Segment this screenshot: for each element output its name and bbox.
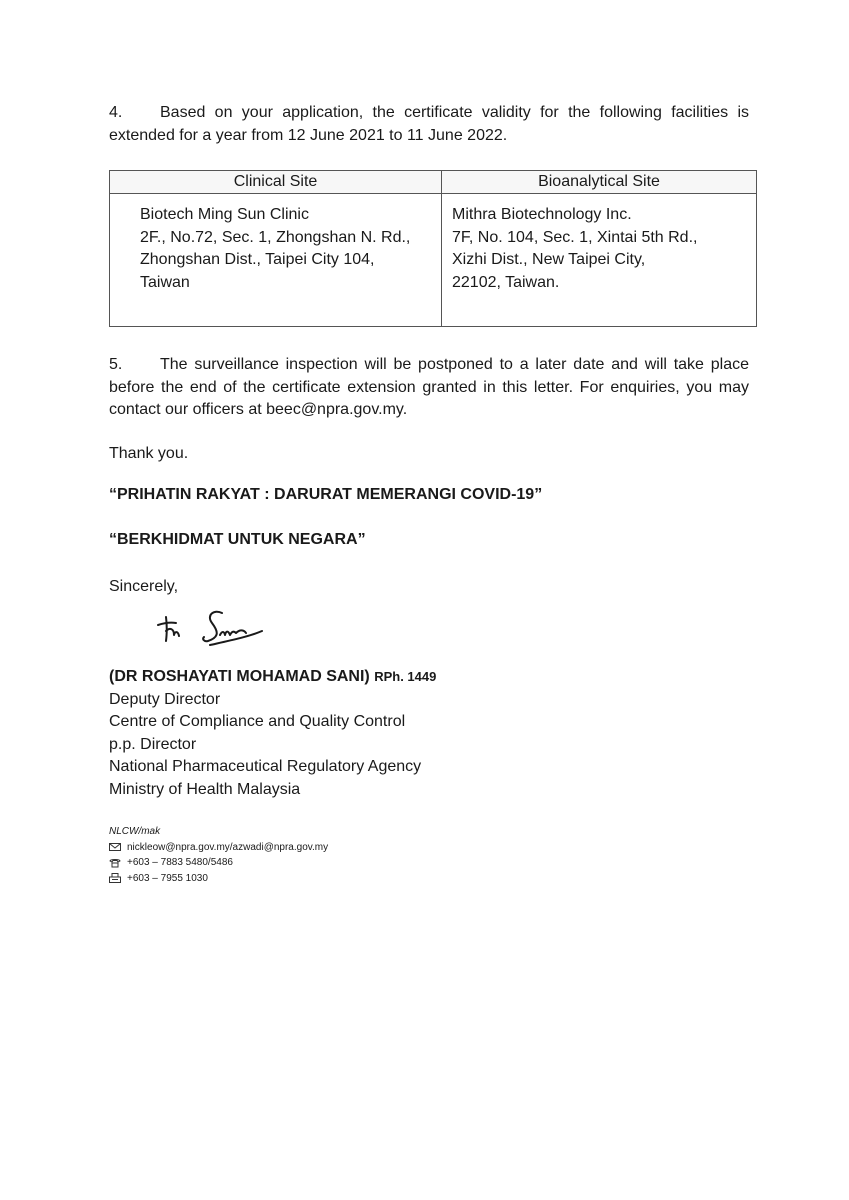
paragraph-4 — [109, 102, 749, 147]
slogan-berkhidmat: “BERKHIDMAT UNTUK NEGARA” — [109, 531, 366, 548]
handwritten-signature — [150, 603, 270, 653]
column-header-bioanalytical-site: Bioanalytical Site — [442, 171, 757, 194]
email-row — [109, 840, 328, 856]
contact-details — [109, 824, 328, 886]
paragraph-number: 5. — [109, 356, 123, 373]
fax-row — [109, 871, 328, 887]
clinical-site-address-line: 2F., No.72, Sec. 1, Zhongshan N. Rd., — [140, 228, 411, 246]
phone-row — [109, 855, 328, 871]
paragraph-5 — [109, 354, 749, 422]
closing-salutation: Sincerely, — [109, 578, 179, 595]
signatory-pp: p.p. Director — [109, 735, 197, 753]
signatory-department: Centre of Compliance and Quality Control — [109, 713, 406, 730]
clinical-site-address-line: Taiwan — [140, 273, 190, 291]
bioanalytical-site-address-line: Xizhi Dist., New Taipei City, — [452, 251, 646, 268]
signature-block — [109, 666, 436, 801]
telephone-icon — [109, 858, 121, 868]
phone-number: +603 – 7883 5480/5486 — [127, 857, 233, 868]
registration-number: RPh. 1449 — [374, 669, 437, 684]
paragraph-text: Based on your application, the certificate validity for the following facilities is extended for a year from 12 June 2021 to 11 June 2022. — [109, 104, 749, 144]
bioanalytical-site-address-line: 22102, Taiwan. — [452, 273, 560, 291]
table-row — [110, 194, 757, 327]
fax-number: +603 – 7955 1030 — [127, 872, 208, 884]
signatory-title: Deputy Director — [109, 690, 221, 708]
bioanalytical-site-address-line: 7F, No. 104, Sec. 1, Xintai 5th Rd., — [452, 228, 698, 246]
facilities-table — [109, 170, 757, 327]
bioanalytical-site-name: Mithra Biotechnology Inc. — [452, 206, 632, 223]
clinical-site-address-line: Zhongshan Dist., Taipei City 104, — [140, 251, 375, 268]
column-header-clinical-site: Clinical Site — [110, 171, 442, 194]
reference-code: NLCW/mak — [109, 826, 161, 837]
paragraph-text: The surveillance inspection will be postponed to a later date and will take place before the end of the certificate extension granted in this letter. For enquiries, you may contact our officers at beec@npra.gov.my. — [109, 356, 749, 418]
signatory-agency: National Pharmaceutical Regulatory Agency — [109, 758, 422, 775]
slogan-prihatin-rakyat: “PRIHATIN RAKYAT : DARURAT MEMERANGI COVID-19” — [109, 486, 543, 503]
envelope-icon — [109, 842, 121, 852]
signatory-name-line — [109, 666, 436, 689]
signatory-ministry: Ministry of Health Malaysia — [109, 780, 301, 798]
signatory-name: (DR ROSHAYATI MOHAMAD SANI) — [109, 668, 370, 685]
thanks-line: Thank you. — [109, 445, 189, 462]
paragraph-number: 4. — [109, 104, 123, 121]
clinical-site-cell — [110, 194, 442, 327]
clinical-site-name: Biotech Ming Sun Clinic — [140, 206, 309, 223]
email-address: nickleow@npra.gov.my/azwadi@npra.gov.my — [127, 841, 329, 853]
fax-icon — [109, 873, 121, 883]
bioanalytical-site-cell — [442, 194, 757, 327]
